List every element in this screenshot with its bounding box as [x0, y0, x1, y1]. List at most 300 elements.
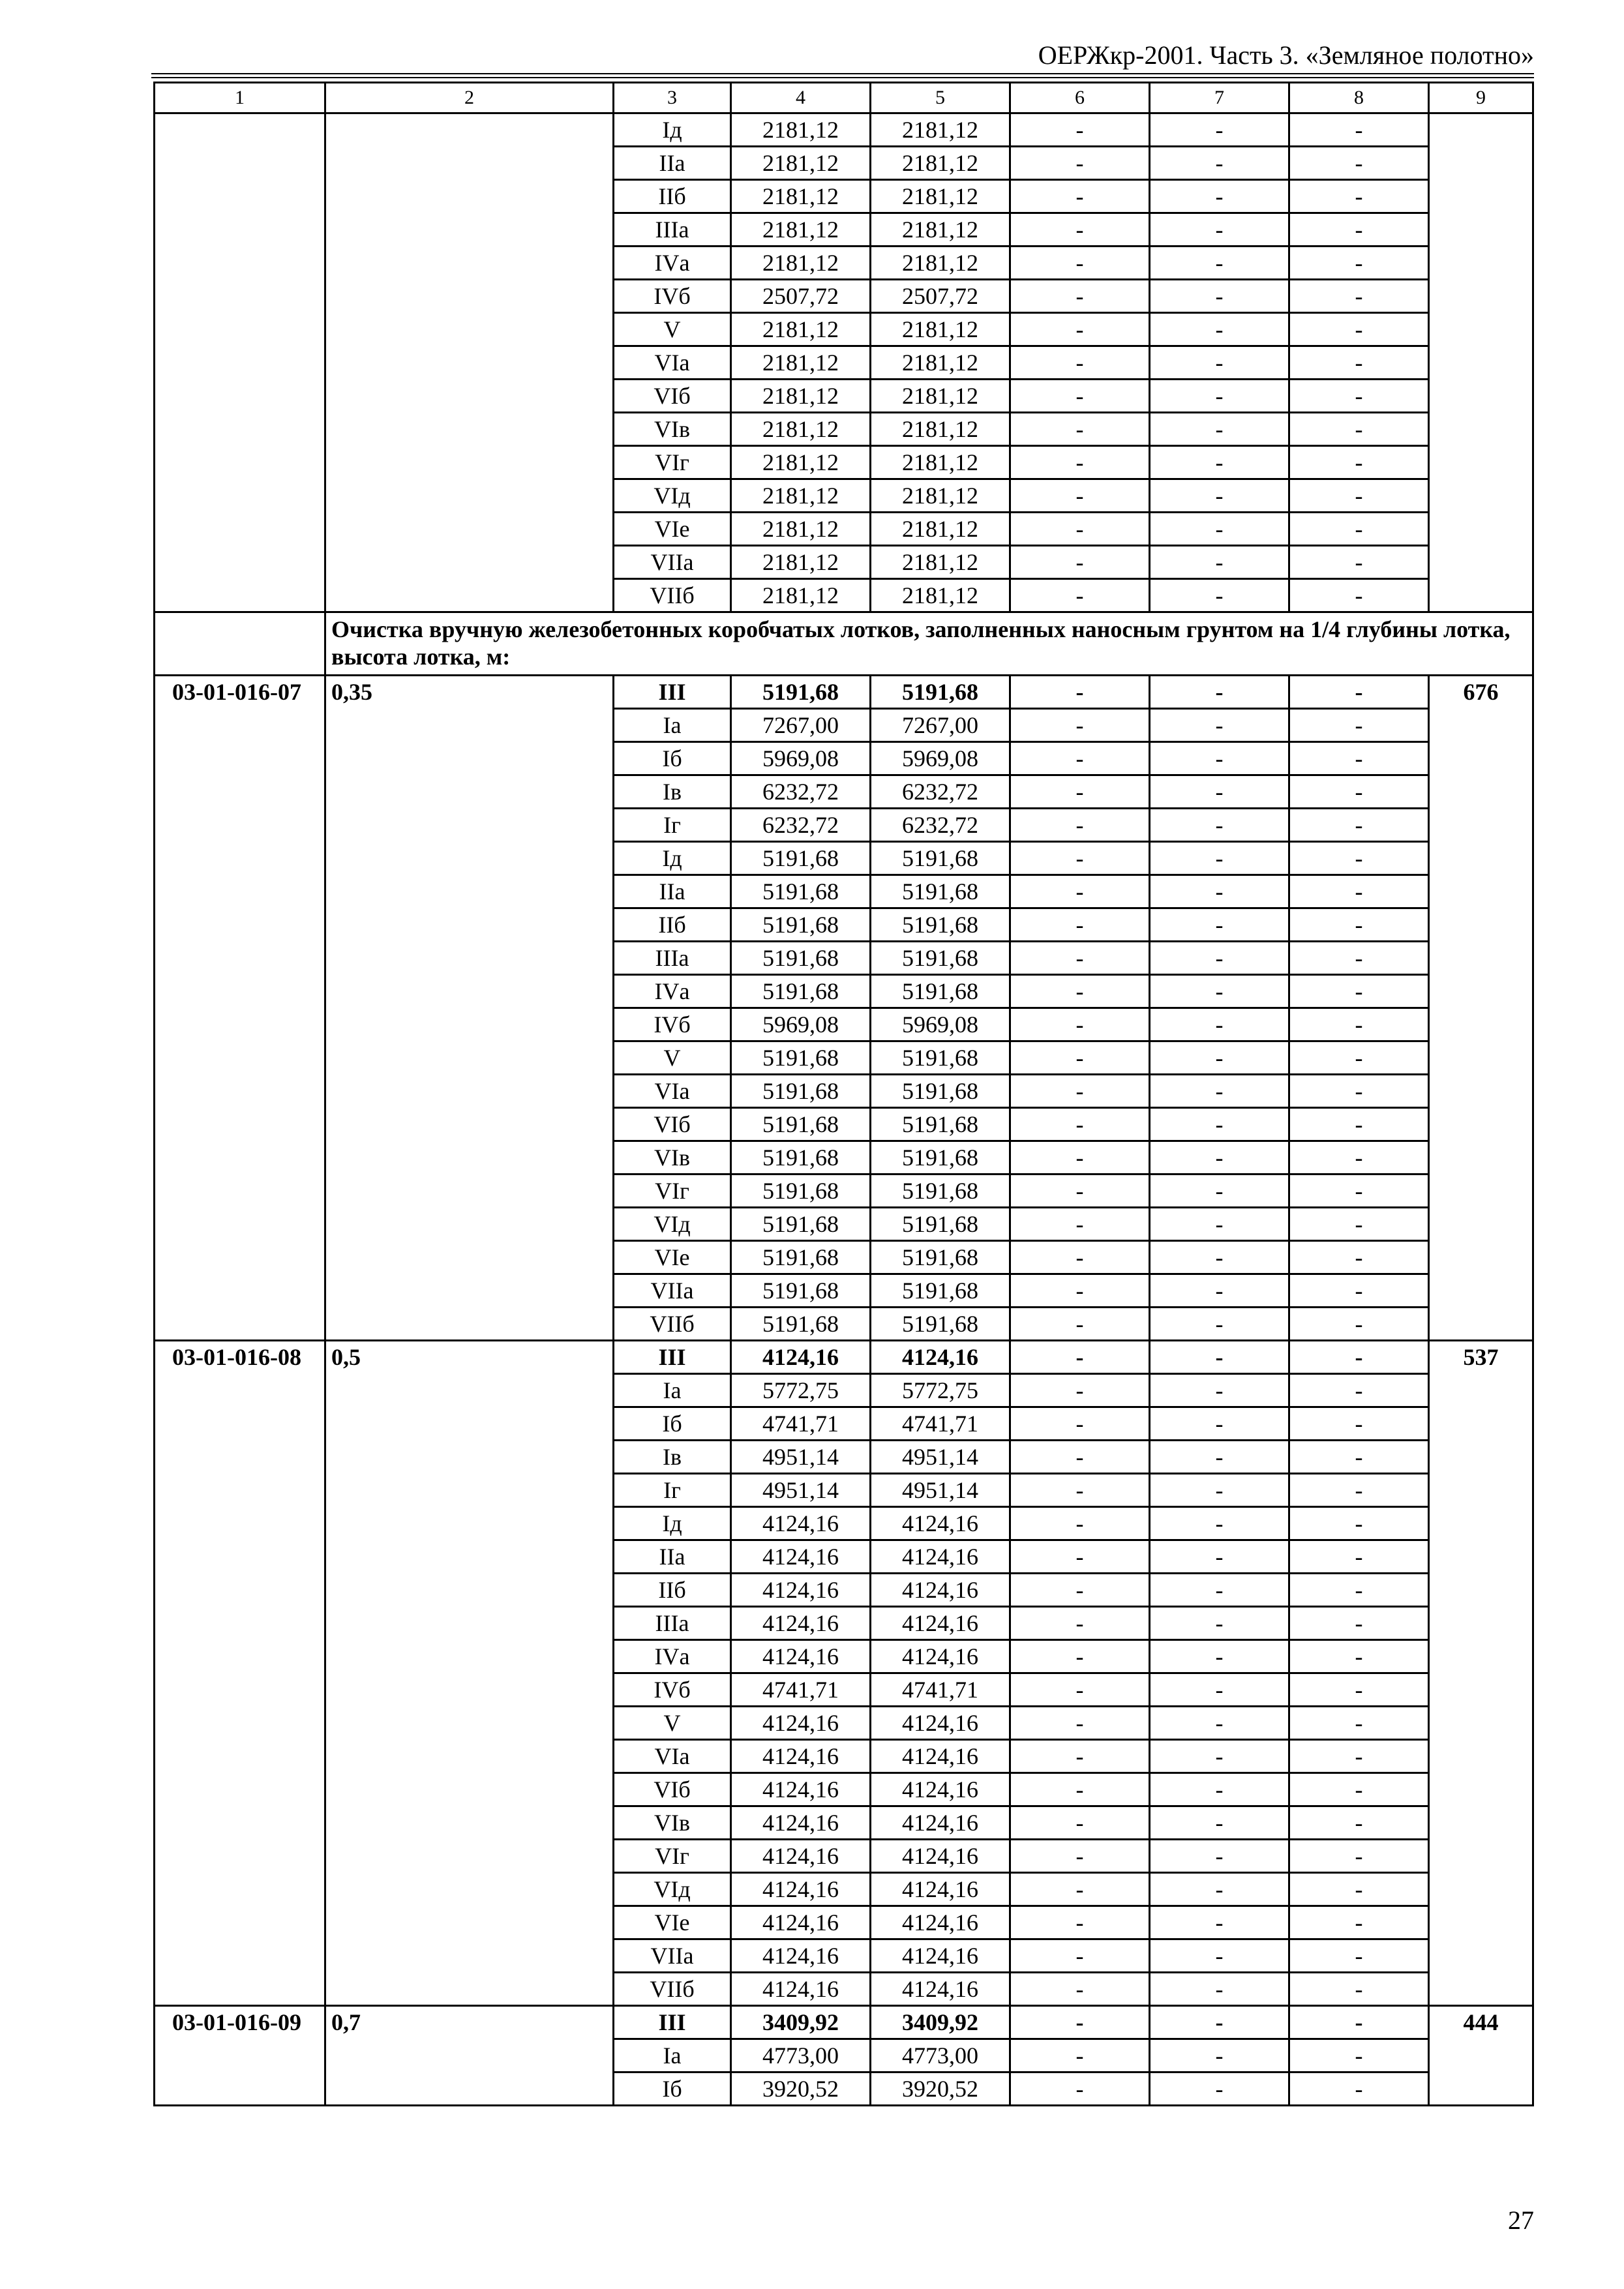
- value-material-cell: -: [1289, 842, 1429, 875]
- value-wage-cell: 5969,08: [871, 1008, 1010, 1041]
- value-material-cell: -: [1289, 1806, 1429, 1840]
- value-machine-cell: -: [1010, 1740, 1150, 1773]
- value-total-cell: 4124,16: [731, 1574, 871, 1607]
- value-wage-cell: 5191,68: [871, 975, 1010, 1008]
- value-wage-cell: 5191,68: [871, 1174, 1010, 1208]
- value-wage-cell: 4124,16: [871, 1939, 1010, 1973]
- zone-cell: VIа: [614, 1740, 731, 1773]
- value-driver-cell: -: [1150, 1574, 1289, 1607]
- value-wage-cell: 4741,71: [871, 1673, 1010, 1707]
- value-driver-cell: -: [1150, 1607, 1289, 1640]
- zone-cell: Iб: [614, 1407, 731, 1441]
- column-number: 4: [731, 83, 871, 113]
- value-total-cell: 5969,08: [731, 1008, 871, 1041]
- value-total-cell: 5191,68: [731, 1041, 871, 1075]
- value-driver-cell: -: [1150, 975, 1289, 1008]
- zone-cell: IIб: [614, 1574, 731, 1607]
- value-total-cell: 5191,68: [731, 1108, 871, 1141]
- value-material-cell: -: [1289, 1740, 1429, 1773]
- value-machine-cell: -: [1010, 247, 1150, 280]
- value-machine-cell: -: [1010, 908, 1150, 942]
- value-wage-cell: 2181,12: [871, 180, 1010, 213]
- value-driver-cell: -: [1150, 1441, 1289, 1474]
- value-wage-cell: 4951,14: [871, 1441, 1010, 1474]
- value-material-cell: -: [1289, 2039, 1429, 2072]
- section-title-blank-cell: [155, 612, 325, 676]
- value-wage-cell: 2181,12: [871, 380, 1010, 413]
- value-driver-cell: -: [1150, 380, 1289, 413]
- value-total-cell: 5191,68: [731, 975, 871, 1008]
- value-material-cell: -: [1289, 1906, 1429, 1939]
- value-material-cell: -: [1289, 1308, 1429, 1341]
- zone-cell: III: [614, 676, 731, 709]
- value-driver-cell: -: [1150, 1274, 1289, 1308]
- value-driver-cell: -: [1150, 1540, 1289, 1574]
- value-driver-cell: -: [1150, 479, 1289, 513]
- value-machine-cell: -: [1010, 2072, 1150, 2106]
- value-driver-cell: -: [1150, 346, 1289, 380]
- value-wage-cell: 4124,16: [871, 1341, 1010, 1374]
- value-total-cell: 5191,68: [731, 1174, 871, 1208]
- zone-cell: VIб: [614, 1773, 731, 1806]
- value-wage-cell: 4124,16: [871, 1773, 1010, 1806]
- value-material-cell: -: [1289, 908, 1429, 942]
- section-title: Очистка вручную железобетонных коробчатых лотков, заполненных наносным грунтом на 1/4 глубины лотка, высота лотка, м:: [325, 612, 1533, 676]
- value-driver-cell: -: [1150, 113, 1289, 147]
- value-driver-cell: -: [1150, 1407, 1289, 1441]
- value-driver-cell: -: [1150, 1108, 1289, 1141]
- value-material-cell: -: [1289, 2006, 1429, 2039]
- zone-cell: VIг: [614, 1840, 731, 1873]
- value-machine-cell: -: [1010, 1041, 1150, 1075]
- zone-cell: VIг: [614, 1174, 731, 1208]
- zone-cell: IIа: [614, 147, 731, 180]
- value-total-cell: 4124,16: [731, 1906, 871, 1939]
- table-row: [155, 1341, 1533, 1374]
- value-total-cell: 4773,00: [731, 2039, 871, 2072]
- value-driver-cell: -: [1150, 1141, 1289, 1174]
- value-wage-cell: 5191,68: [871, 875, 1010, 908]
- value-driver-cell: -: [1150, 1640, 1289, 1673]
- value-driver-cell: -: [1150, 147, 1289, 180]
- value-driver-cell: -: [1150, 546, 1289, 579]
- value-driver-cell: -: [1150, 413, 1289, 446]
- column-number: 8: [1289, 83, 1429, 113]
- value-machine-cell: -: [1010, 1341, 1150, 1374]
- value-machine-cell: -: [1010, 546, 1150, 579]
- zone-cell: VIд: [614, 1873, 731, 1906]
- value-wage-cell: 5191,68: [871, 1141, 1010, 1174]
- value-driver-cell: -: [1150, 180, 1289, 213]
- value-driver-cell: -: [1150, 1973, 1289, 2006]
- value-driver-cell: -: [1150, 1041, 1289, 1075]
- zone-cell: Iа: [614, 2039, 731, 2072]
- value-material-cell: -: [1289, 1840, 1429, 1873]
- header-rule-double: [151, 77, 1534, 78]
- value-wage-cell: 4124,16: [871, 1973, 1010, 2006]
- value-driver-cell: -: [1150, 1740, 1289, 1773]
- value-machine-cell: -: [1010, 676, 1150, 709]
- value-material-cell: -: [1289, 579, 1429, 612]
- value-total-cell: 2181,12: [731, 313, 871, 346]
- value-driver-cell: -: [1150, 1806, 1289, 1840]
- value-wage-cell: 5191,68: [871, 1274, 1010, 1308]
- value-machine-cell: -: [1010, 180, 1150, 213]
- value-material-cell: -: [1289, 1374, 1429, 1407]
- norms-table-body: [155, 83, 1533, 2106]
- zone-cell: VIIб: [614, 579, 731, 612]
- value-wage-cell: 2181,12: [871, 147, 1010, 180]
- value-material-cell: -: [1289, 546, 1429, 579]
- value-total-cell: 5191,68: [731, 875, 871, 908]
- value-material-cell: -: [1289, 1973, 1429, 2006]
- value-material-cell: -: [1289, 1607, 1429, 1640]
- value-driver-cell: -: [1150, 1507, 1289, 1540]
- value-machine-cell: -: [1010, 346, 1150, 380]
- value-machine-cell: -: [1010, 1806, 1150, 1840]
- value-wage-cell: 4124,16: [871, 1873, 1010, 1906]
- value-total-cell: 5191,68: [731, 1274, 871, 1308]
- value-machine-cell: -: [1010, 479, 1150, 513]
- zone-cell: IIа: [614, 1540, 731, 1574]
- value-machine-cell: -: [1010, 446, 1150, 479]
- column-number: 1: [155, 83, 325, 113]
- value-total-cell: 4124,16: [731, 1939, 871, 1973]
- value-machine-cell: -: [1010, 1673, 1150, 1707]
- value-driver-cell: -: [1150, 2006, 1289, 2039]
- value-driver-cell: -: [1150, 513, 1289, 546]
- value-wage-cell: 4124,16: [871, 1806, 1010, 1840]
- column-number: 2: [325, 83, 614, 113]
- value-driver-cell: -: [1150, 2072, 1289, 2106]
- zone-cell: VIе: [614, 1906, 731, 1939]
- value-wage-cell: 4124,16: [871, 1574, 1010, 1607]
- value-machine-cell: -: [1010, 2006, 1150, 2039]
- value-total-cell: 2181,12: [731, 213, 871, 247]
- table-row: [155, 113, 1533, 147]
- value-driver-cell: -: [1150, 1873, 1289, 1906]
- value-material-cell: -: [1289, 313, 1429, 346]
- zone-cell: VIг: [614, 446, 731, 479]
- value-wage-cell: 6232,72: [871, 775, 1010, 809]
- value-material-cell: -: [1289, 1341, 1429, 1374]
- value-material-cell: -: [1289, 380, 1429, 413]
- zone-cell: VIв: [614, 1141, 731, 1174]
- value-wage-cell: 5191,68: [871, 1308, 1010, 1341]
- zone-cell: IVа: [614, 247, 731, 280]
- value-driver-cell: -: [1150, 908, 1289, 942]
- value-machine-cell: -: [1010, 875, 1150, 908]
- value-material-cell: -: [1289, 1274, 1429, 1308]
- value-machine-cell: -: [1010, 1108, 1150, 1141]
- value-material-cell: -: [1289, 180, 1429, 213]
- value-wage-cell: 2181,12: [871, 213, 1010, 247]
- zone-cell: VIIа: [614, 1274, 731, 1308]
- value-machine-cell: -: [1010, 842, 1150, 875]
- value-machine-cell: -: [1010, 147, 1150, 180]
- value-wage-cell: 5191,68: [871, 1041, 1010, 1075]
- zone-cell: Iд: [614, 113, 731, 147]
- value-total-cell: 3920,52: [731, 2072, 871, 2106]
- value-material-cell: -: [1289, 1873, 1429, 1906]
- value-material-cell: -: [1289, 1574, 1429, 1607]
- value-material-cell: -: [1289, 1075, 1429, 1108]
- value-material-cell: -: [1289, 1507, 1429, 1540]
- zone-cell: VIд: [614, 1208, 731, 1241]
- value-wage-cell: 2181,12: [871, 313, 1010, 346]
- value-total-cell: 4741,71: [731, 1407, 871, 1441]
- value-wage-cell: 4124,16: [871, 1640, 1010, 1673]
- zone-cell: VIа: [614, 346, 731, 380]
- column-number: 6: [1010, 83, 1150, 113]
- zone-cell: V: [614, 1707, 731, 1740]
- value-total-cell: 5969,08: [731, 742, 871, 775]
- value-wage-cell: 2507,72: [871, 280, 1010, 313]
- zone-cell: VIб: [614, 1108, 731, 1141]
- zone-cell: IVа: [614, 975, 731, 1008]
- norm-code-cell: 03-01-016-07: [155, 676, 325, 1341]
- value-driver-cell: -: [1150, 742, 1289, 775]
- value-driver-cell: -: [1150, 809, 1289, 842]
- value-wage-cell: 2181,12: [871, 446, 1010, 479]
- zone-cell: VIд: [614, 479, 731, 513]
- value-wage-cell: 5191,68: [871, 1075, 1010, 1108]
- value-material-cell: -: [1289, 147, 1429, 180]
- value-machine-cell: -: [1010, 1407, 1150, 1441]
- value-wage-cell: 4951,14: [871, 1474, 1010, 1507]
- value-machine-cell: -: [1010, 213, 1150, 247]
- value-wage-cell: 6232,72: [871, 809, 1010, 842]
- value-machine-cell: -: [1010, 1141, 1150, 1174]
- value-driver-cell: -: [1150, 280, 1289, 313]
- value-total-cell: 2181,12: [731, 413, 871, 446]
- zone-cell: VIIа: [614, 1939, 731, 1973]
- value-machine-cell: -: [1010, 1441, 1150, 1474]
- zone-cell: III: [614, 1341, 731, 1374]
- zone-cell: IIб: [614, 180, 731, 213]
- zone-cell: Iб: [614, 742, 731, 775]
- value-total-cell: 2181,12: [731, 579, 871, 612]
- table-row: [155, 676, 1533, 709]
- value-driver-cell: -: [1150, 1906, 1289, 1939]
- value-machine-cell: -: [1010, 1840, 1150, 1873]
- zone-cell: V: [614, 1041, 731, 1075]
- zone-cell: IVб: [614, 1673, 731, 1707]
- value-machine-cell: -: [1010, 1208, 1150, 1241]
- value-driver-cell: -: [1150, 1208, 1289, 1241]
- value-driver-cell: -: [1150, 842, 1289, 875]
- value-material-cell: -: [1289, 280, 1429, 313]
- value-total-cell: 7267,00: [731, 709, 871, 742]
- zone-cell: IIб: [614, 908, 731, 942]
- value-total-cell: 2181,12: [731, 346, 871, 380]
- value-wage-cell: 4124,16: [871, 1540, 1010, 1574]
- value-driver-cell: -: [1150, 1673, 1289, 1707]
- value-wage-cell: 5191,68: [871, 1108, 1010, 1141]
- value-wage-cell: 4124,16: [871, 1906, 1010, 1939]
- value-material-cell: -: [1289, 1407, 1429, 1441]
- value-driver-cell: -: [1150, 1174, 1289, 1208]
- value-material-cell: -: [1289, 809, 1429, 842]
- labor-total-cell: 537: [1429, 1341, 1533, 2006]
- column-number: 9: [1429, 83, 1533, 113]
- value-total-cell: 2181,12: [731, 380, 871, 413]
- value-total-cell: 3409,92: [731, 2006, 871, 2039]
- table-row: [155, 2006, 1533, 2039]
- value-wage-cell: 7267,00: [871, 709, 1010, 742]
- value-material-cell: -: [1289, 413, 1429, 446]
- value-machine-cell: -: [1010, 579, 1150, 612]
- value-material-cell: -: [1289, 1041, 1429, 1075]
- value-wage-cell: 5969,08: [871, 742, 1010, 775]
- column-number: 5: [871, 83, 1010, 113]
- value-material-cell: -: [1289, 709, 1429, 742]
- value-material-cell: -: [1289, 1441, 1429, 1474]
- zone-cell: VIIа: [614, 546, 731, 579]
- column-number-row: [155, 83, 1533, 113]
- value-material-cell: -: [1289, 247, 1429, 280]
- zone-cell: IVа: [614, 1640, 731, 1673]
- value-total-cell: 5772,75: [731, 1374, 871, 1407]
- value-wage-cell: 2181,12: [871, 113, 1010, 147]
- value-machine-cell: -: [1010, 1008, 1150, 1041]
- value-wage-cell: 5191,68: [871, 1208, 1010, 1241]
- zone-cell: Iа: [614, 709, 731, 742]
- value-driver-cell: -: [1150, 676, 1289, 709]
- zone-cell: Iа: [614, 1374, 731, 1407]
- value-material-cell: -: [1289, 1540, 1429, 1574]
- value-wage-cell: 3409,92: [871, 2006, 1010, 2039]
- value-wage-cell: 5191,68: [871, 942, 1010, 975]
- value-total-cell: 2181,12: [731, 147, 871, 180]
- value-driver-cell: -: [1150, 247, 1289, 280]
- value-driver-cell: -: [1150, 709, 1289, 742]
- value-material-cell: -: [1289, 942, 1429, 975]
- value-total-cell: 4951,14: [731, 1474, 871, 1507]
- norms-table: [153, 82, 1534, 2106]
- value-total-cell: 6232,72: [731, 775, 871, 809]
- value-material-cell: -: [1289, 1939, 1429, 1973]
- value-driver-cell: -: [1150, 1008, 1289, 1041]
- value-driver-cell: -: [1150, 446, 1289, 479]
- value-material-cell: -: [1289, 775, 1429, 809]
- zone-cell: Iд: [614, 1507, 731, 1540]
- value-wage-cell: 4124,16: [871, 1607, 1010, 1640]
- value-machine-cell: -: [1010, 113, 1150, 147]
- value-machine-cell: -: [1010, 413, 1150, 446]
- value-wage-cell: 3920,52: [871, 2072, 1010, 2106]
- value-total-cell: 4124,16: [731, 1341, 871, 1374]
- value-machine-cell: -: [1010, 1507, 1150, 1540]
- norm-code-cell: 03-01-016-08: [155, 1341, 325, 2006]
- value-material-cell: -: [1289, 513, 1429, 546]
- value-driver-cell: -: [1150, 213, 1289, 247]
- value-machine-cell: -: [1010, 1640, 1150, 1673]
- value-driver-cell: -: [1150, 1075, 1289, 1108]
- value-total-cell: 4124,16: [731, 1806, 871, 1840]
- zone-cell: IVб: [614, 280, 731, 313]
- value-driver-cell: -: [1150, 313, 1289, 346]
- value-total-cell: 2181,12: [731, 479, 871, 513]
- labor-total-cell: 676: [1429, 676, 1533, 1341]
- value-driver-cell: -: [1150, 875, 1289, 908]
- value-machine-cell: -: [1010, 742, 1150, 775]
- value-machine-cell: -: [1010, 1973, 1150, 2006]
- value-total-cell: 4124,16: [731, 1607, 871, 1640]
- value-material-cell: -: [1289, 1673, 1429, 1707]
- value-machine-cell: -: [1010, 775, 1150, 809]
- labor-total-cell: 444: [1429, 2006, 1533, 2106]
- value-total-cell: 4951,14: [731, 1441, 871, 1474]
- value-total-cell: 5191,68: [731, 942, 871, 975]
- value-material-cell: -: [1289, 742, 1429, 775]
- value-wage-cell: 5191,68: [871, 842, 1010, 875]
- running-header: ОЕРЖкр-2001. Часть 3. «Земляное полотно»: [1038, 40, 1534, 70]
- value-total-cell: 5191,68: [731, 842, 871, 875]
- header-rule: [151, 73, 1534, 74]
- value-wage-cell: 2181,12: [871, 579, 1010, 612]
- value-total-cell: 5191,68: [731, 1141, 871, 1174]
- value-machine-cell: -: [1010, 1174, 1150, 1208]
- parameter-cell: 0,5: [325, 1341, 614, 2006]
- zone-cell: IVб: [614, 1008, 731, 1041]
- value-total-cell: 4124,16: [731, 1640, 871, 1673]
- zone-cell: IIIа: [614, 1607, 731, 1640]
- labor-total-cell: [1429, 113, 1533, 612]
- value-driver-cell: -: [1150, 1939, 1289, 1973]
- value-machine-cell: -: [1010, 1906, 1150, 1939]
- value-material-cell: -: [1289, 1773, 1429, 1806]
- value-material-cell: -: [1289, 1008, 1429, 1041]
- value-total-cell: 2181,12: [731, 546, 871, 579]
- value-wage-cell: 2181,12: [871, 247, 1010, 280]
- value-total-cell: 4124,16: [731, 1707, 871, 1740]
- value-wage-cell: 4124,16: [871, 1507, 1010, 1540]
- value-machine-cell: -: [1010, 1540, 1150, 1574]
- value-machine-cell: -: [1010, 809, 1150, 842]
- value-total-cell: 6232,72: [731, 809, 871, 842]
- zone-cell: VIIб: [614, 1308, 731, 1341]
- zone-cell: VIб: [614, 380, 731, 413]
- value-material-cell: -: [1289, 1640, 1429, 1673]
- value-material-cell: -: [1289, 875, 1429, 908]
- value-wage-cell: 5191,68: [871, 908, 1010, 942]
- value-total-cell: 4124,16: [731, 1840, 871, 1873]
- value-total-cell: 2181,12: [731, 180, 871, 213]
- value-material-cell: -: [1289, 2072, 1429, 2106]
- value-driver-cell: -: [1150, 1341, 1289, 1374]
- value-machine-cell: -: [1010, 1574, 1150, 1607]
- value-driver-cell: -: [1150, 1773, 1289, 1806]
- zone-cell: IIIа: [614, 213, 731, 247]
- value-wage-cell: 2181,12: [871, 513, 1010, 546]
- value-total-cell: 5191,68: [731, 1241, 871, 1274]
- value-wage-cell: 5191,68: [871, 676, 1010, 709]
- zone-cell: VIIб: [614, 1973, 731, 2006]
- parameter-cell: 0,35: [325, 676, 614, 1341]
- zone-cell: Iб: [614, 2072, 731, 2106]
- value-wage-cell: 4124,16: [871, 1707, 1010, 1740]
- value-material-cell: -: [1289, 1241, 1429, 1274]
- value-driver-cell: -: [1150, 1374, 1289, 1407]
- value-total-cell: 2181,12: [731, 446, 871, 479]
- value-material-cell: -: [1289, 1108, 1429, 1141]
- value-machine-cell: -: [1010, 1308, 1150, 1341]
- zone-cell: VIа: [614, 1075, 731, 1108]
- section-title-row: [155, 612, 1533, 676]
- zone-cell: VIе: [614, 1241, 731, 1274]
- page-number: 27: [1508, 2206, 1534, 2235]
